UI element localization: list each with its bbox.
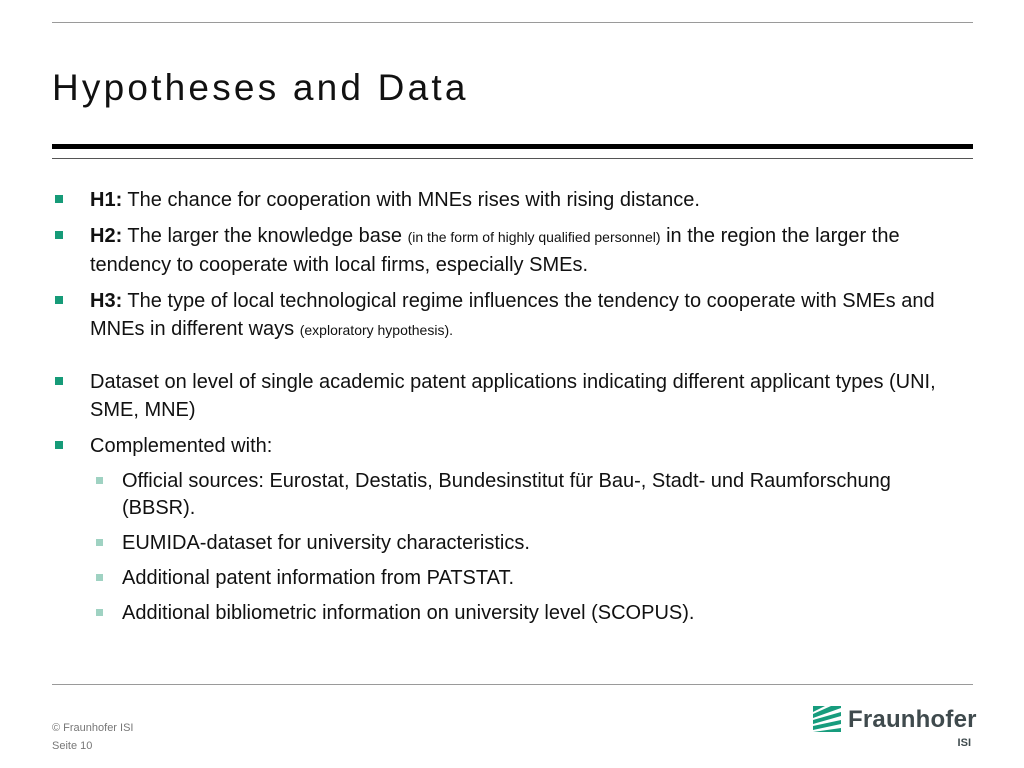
footer-rule xyxy=(52,684,973,685)
bullet-h3 xyxy=(55,287,960,344)
logo-name: Fraunhofer xyxy=(848,706,977,733)
bullet-h2-label: H2: xyxy=(90,225,123,247)
bullet-h1 xyxy=(55,186,960,214)
bullet-h3-label: H3: xyxy=(90,290,123,312)
bullet-h2-note: (in the form of highly qualified personnel) xyxy=(407,229,661,245)
sub-bullet-eumida xyxy=(90,530,960,557)
header-rule-top xyxy=(52,22,973,23)
bullet-complemented xyxy=(55,432,960,460)
fraunhofer-logo xyxy=(813,704,977,752)
bullet-h3-text-a: The type of local technological regime influences the tendency to cooperate with SMEs and MNEs in different ways xyxy=(90,290,935,340)
bullet-h2-text-b: in the region the larger the tendency to cooperate with local firms, especially SMEs. xyxy=(90,225,900,276)
sub-bullet-text: Official sources: Eurostat, Destatis, Bundesinstitut für Bau-, Stadt- und Raumforschung (BBSR). xyxy=(122,470,891,519)
sub-bullet-text: Additional bibliometric information on university level (SCOPUS). xyxy=(122,602,695,624)
logo-sub: ISI xyxy=(957,737,971,749)
bullet-h3-note: (exploratory hypothesis). xyxy=(299,322,454,338)
bullet-h1-label: H1: xyxy=(90,189,123,211)
header-rule-thick xyxy=(52,144,973,149)
bullet-complemented-text: Complemented with: xyxy=(90,435,273,457)
bullet-dataset-text: Dataset on level of single academic patent applications indicating different applicant types (UNI, SME, MNE) xyxy=(90,371,936,421)
footer-page-number: Seite 10 xyxy=(52,740,93,752)
sub-bullet-scopus xyxy=(90,600,960,627)
header-rule-thin xyxy=(52,158,973,159)
sub-bullet-patstat xyxy=(90,565,960,592)
bullet-h2-text-a: The larger the knowledge base xyxy=(122,225,408,247)
footer-copyright: © Fraunhofer ISI xyxy=(52,722,134,734)
sub-bullet-text: EUMIDA-dataset for university characteristics. xyxy=(122,532,530,554)
sub-bullet-official-sources xyxy=(90,468,960,522)
slide-title: Hypotheses and Data xyxy=(52,66,469,108)
slide-body xyxy=(55,186,960,635)
fraunhofer-logo-icon xyxy=(813,706,841,732)
bullet-dataset xyxy=(55,368,960,424)
bullet-h2 xyxy=(55,222,960,279)
bullet-h1-text: The chance for cooperation with MNEs rises with rising distance. xyxy=(122,189,700,211)
sub-bullet-text: Additional patent information from PATSTAT. xyxy=(122,567,515,589)
